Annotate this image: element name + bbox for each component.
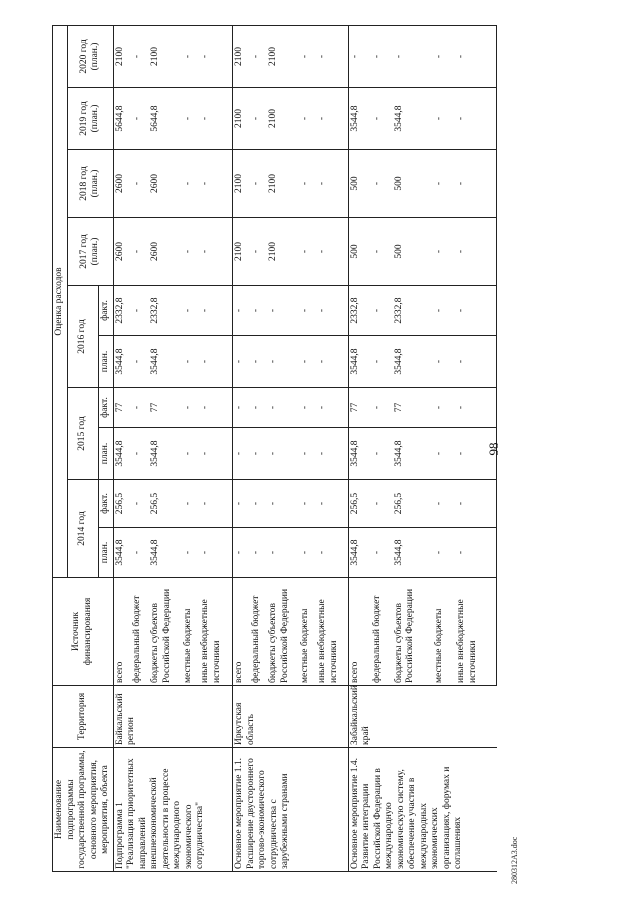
value-cell: - [131,388,149,428]
value-cell: 3544,8 [393,336,433,388]
table-row [348,25,371,871]
value-cell: - [455,428,496,480]
value-cell: - [371,428,393,480]
value-cell: 3544,8 [393,528,433,578]
value-cell: - [267,336,299,388]
value-cell: 3544,8 [113,336,131,388]
value-cell: 256,5 [393,480,433,528]
value-cell: - [371,528,393,578]
value-cell: - [371,88,393,150]
value-cell: - [182,336,200,388]
value-cell: 77 [393,388,433,428]
value-cell: - [316,428,348,480]
value-cell: 3544,8 [149,428,182,480]
value-cell: - [433,528,455,578]
header-2014-plan: план. [99,528,114,578]
value-cell: - [433,88,455,150]
program-name: Подпрограмма 1 "Реализация приоритетных направлений внешнеэкономической деятельности в процессе международного экономического сотрудничества" [113,748,233,872]
value-cell: - [182,388,200,428]
header-2016-plan: план. [99,336,114,388]
value-cell: - [233,428,251,480]
rotated-sheet [52,26,519,884]
value-cell: 2600 [113,150,131,218]
value-cell: 2100 [149,25,182,87]
value-cell: 2332,8 [113,286,131,336]
value-cell: - [371,286,393,336]
value-cell: - [316,218,348,286]
value-cell: - [233,480,251,528]
document-filename: 280312А3.doc [510,836,519,884]
value-cell: - [455,25,496,87]
page-number: 98 [486,442,501,456]
value-cell: - [182,150,200,218]
program-name: Основное мероприятие 1.4. Развитие интеграции Российской Федерации в международную экономическую систему, обеспечение участия в международных экономических организациях, форумах и соглашениях [348,748,496,872]
value-cell: 3544,8 [393,88,433,150]
value-cell: - [131,336,149,388]
value-cell: - [250,150,267,218]
value-cell: - [233,388,251,428]
value-cell: 77 [113,388,131,428]
value-cell: - [182,528,200,578]
value-cell: - [182,25,200,87]
value-cell: - [371,150,393,218]
value-cell: 500 [393,150,433,218]
value-cell: - [250,25,267,87]
value-cell: - [199,218,232,286]
header-name: Наименование подпрограммы государственной программы, основного мероприятия, мероприятия, объекта [53,748,114,872]
header-source: Источник финансирования [53,578,114,686]
value-cell: 2332,8 [348,286,371,336]
value-cell: - [433,480,455,528]
value-cell: - [131,88,149,150]
table-body [113,25,497,871]
source-cell: всего [233,578,251,686]
value-cell: 3544,8 [149,528,182,578]
value-cell: - [433,286,455,336]
header-2015-plan: план. [99,428,114,480]
header-estimate: Оценка расходов [53,25,68,577]
value-cell: 2100 [233,150,251,218]
source-cell: иные внебюджетные источники [455,578,496,686]
program-name: Основное мероприятие 1.1. Расширение двустороннего торгово-экономического сотрудничества с зарубежными странами [233,748,348,872]
value-cell: 2332,8 [149,286,182,336]
territory-cell: Иркутская область [233,686,348,748]
source-cell: иные внебюджетные источники [199,578,232,686]
source-cell: всего [113,578,131,686]
source-cell: иные внебюджетные источники [316,578,348,686]
source-cell: бюджеты субъектов Российской Федерации [393,578,433,686]
value-cell: - [233,286,251,336]
value-cell: - [199,286,232,336]
value-cell: - [131,218,149,286]
value-cell: - [371,25,393,87]
value-cell: - [131,25,149,87]
value-cell: 2100 [113,25,131,87]
value-cell: - [433,336,455,388]
value-cell: - [316,336,348,388]
value-cell: 3544,8 [113,428,131,480]
value-cell: - [267,528,299,578]
value-cell: - [299,25,316,87]
value-cell: 3544,8 [348,336,371,388]
value-cell: - [433,388,455,428]
source-cell: бюджеты субъектов Российской Федерации [267,578,299,686]
value-cell: - [316,286,348,336]
value-cell: - [455,336,496,388]
value-cell: - [371,388,393,428]
value-cell: 500 [348,150,371,218]
value-cell: - [182,428,200,480]
value-cell: - [233,528,251,578]
value-cell: - [182,88,200,150]
header-2014-fact: факт. [99,480,114,528]
value-cell: - [267,480,299,528]
value-cell: 3544,8 [393,428,433,480]
source-cell: федеральный бюджет [131,578,149,686]
value-cell: - [131,286,149,336]
value-cell: - [299,388,316,428]
value-cell: - [250,286,267,336]
header-2020: 2020 год (план.) [67,25,113,87]
value-cell: - [433,428,455,480]
value-cell: - [348,25,371,87]
value-cell: 2100 [267,25,299,87]
value-cell: - [250,336,267,388]
value-cell: - [316,88,348,150]
value-cell: - [393,25,433,87]
value-cell: - [455,218,496,286]
value-cell: 5644,8 [113,88,131,150]
value-cell: - [316,528,348,578]
header-2019: 2019 год (план.) [67,88,113,150]
value-cell: - [250,88,267,150]
value-cell: 500 [348,218,371,286]
value-cell: - [182,218,200,286]
value-cell: - [316,480,348,528]
value-cell: - [199,336,232,388]
value-cell: 2600 [149,150,182,218]
value-cell: 2100 [233,25,251,87]
source-cell: федеральный бюджет [250,578,267,686]
value-cell: - [131,150,149,218]
table-header [53,25,114,871]
value-cell: 3544,8 [113,528,131,578]
value-cell: - [299,286,316,336]
header-2015-fact: факт. [99,388,114,428]
value-cell: 500 [393,218,433,286]
table-row [113,25,131,871]
value-cell: - [182,480,200,528]
value-cell: 2100 [267,150,299,218]
value-cell: 77 [348,388,371,428]
territory-cell: Байкальский регион [113,686,233,748]
value-cell: - [299,150,316,218]
source-cell: местные бюджеты [433,578,455,686]
value-cell: - [250,218,267,286]
value-cell: 77 [149,388,182,428]
value-cell: - [299,428,316,480]
value-cell: - [182,286,200,336]
header-2017: 2017 год (план.) [67,218,113,286]
value-cell: 3544,8 [348,528,371,578]
value-cell: - [250,428,267,480]
value-cell: - [433,150,455,218]
value-cell: - [316,25,348,87]
value-cell: - [131,428,149,480]
value-cell: 2100 [233,88,251,150]
value-cell: - [299,336,316,388]
value-cell: 2100 [267,88,299,150]
value-cell: 2600 [113,218,131,286]
value-cell: 5644,8 [149,88,182,150]
header-2014: 2014 год [67,480,99,578]
source-cell: местные бюджеты [299,578,316,686]
source-cell: федеральный бюджет [371,578,393,686]
value-cell: - [267,286,299,336]
value-cell: - [433,25,455,87]
header-territory: Территория [53,686,114,748]
value-cell: - [455,286,496,336]
value-cell: - [371,336,393,388]
value-cell: 2100 [267,218,299,286]
value-cell: - [371,480,393,528]
value-cell: - [199,428,232,480]
value-cell: - [199,480,232,528]
value-cell: - [131,480,149,528]
value-cell: - [455,528,496,578]
value-cell: - [199,388,232,428]
source-cell: всего [348,578,371,686]
value-cell: - [455,480,496,528]
value-cell: - [199,88,232,150]
value-cell: - [299,480,316,528]
value-cell: - [371,218,393,286]
value-cell: - [233,336,251,388]
value-cell: - [299,218,316,286]
value-cell: - [455,388,496,428]
value-cell: 3544,8 [149,336,182,388]
value-cell: - [199,150,232,218]
expenditure-table [52,25,497,872]
territory-cell: Забайкальский край [348,686,496,748]
table-row [233,25,251,871]
value-cell: - [199,25,232,87]
value-cell: 3544,8 [348,88,371,150]
value-cell: - [316,150,348,218]
value-cell: - [299,528,316,578]
header-2015: 2015 год [67,388,99,480]
value-cell: - [250,388,267,428]
value-cell: 256,5 [348,480,371,528]
header-2016: 2016 год [67,286,99,388]
source-cell: местные бюджеты [182,578,200,686]
value-cell: - [316,388,348,428]
value-cell: - [250,528,267,578]
value-cell: - [433,218,455,286]
value-cell: - [267,428,299,480]
header-2016-fact: факт. [99,286,114,336]
value-cell: 2600 [149,218,182,286]
value-cell: 256,5 [113,480,131,528]
value-cell: - [455,88,496,150]
value-cell: 2332,8 [393,286,433,336]
source-cell: бюджеты субъектов Российской Федерации [149,578,182,686]
value-cell: - [455,150,496,218]
value-cell: - [250,480,267,528]
value-cell: - [131,528,149,578]
value-cell: 3544,8 [348,428,371,480]
value-cell: 256,5 [149,480,182,528]
header-2018: 2018 год (план.) [67,150,113,218]
value-cell: - [299,88,316,150]
value-cell: - [267,388,299,428]
value-cell: - [199,528,232,578]
value-cell: 2100 [233,218,251,286]
